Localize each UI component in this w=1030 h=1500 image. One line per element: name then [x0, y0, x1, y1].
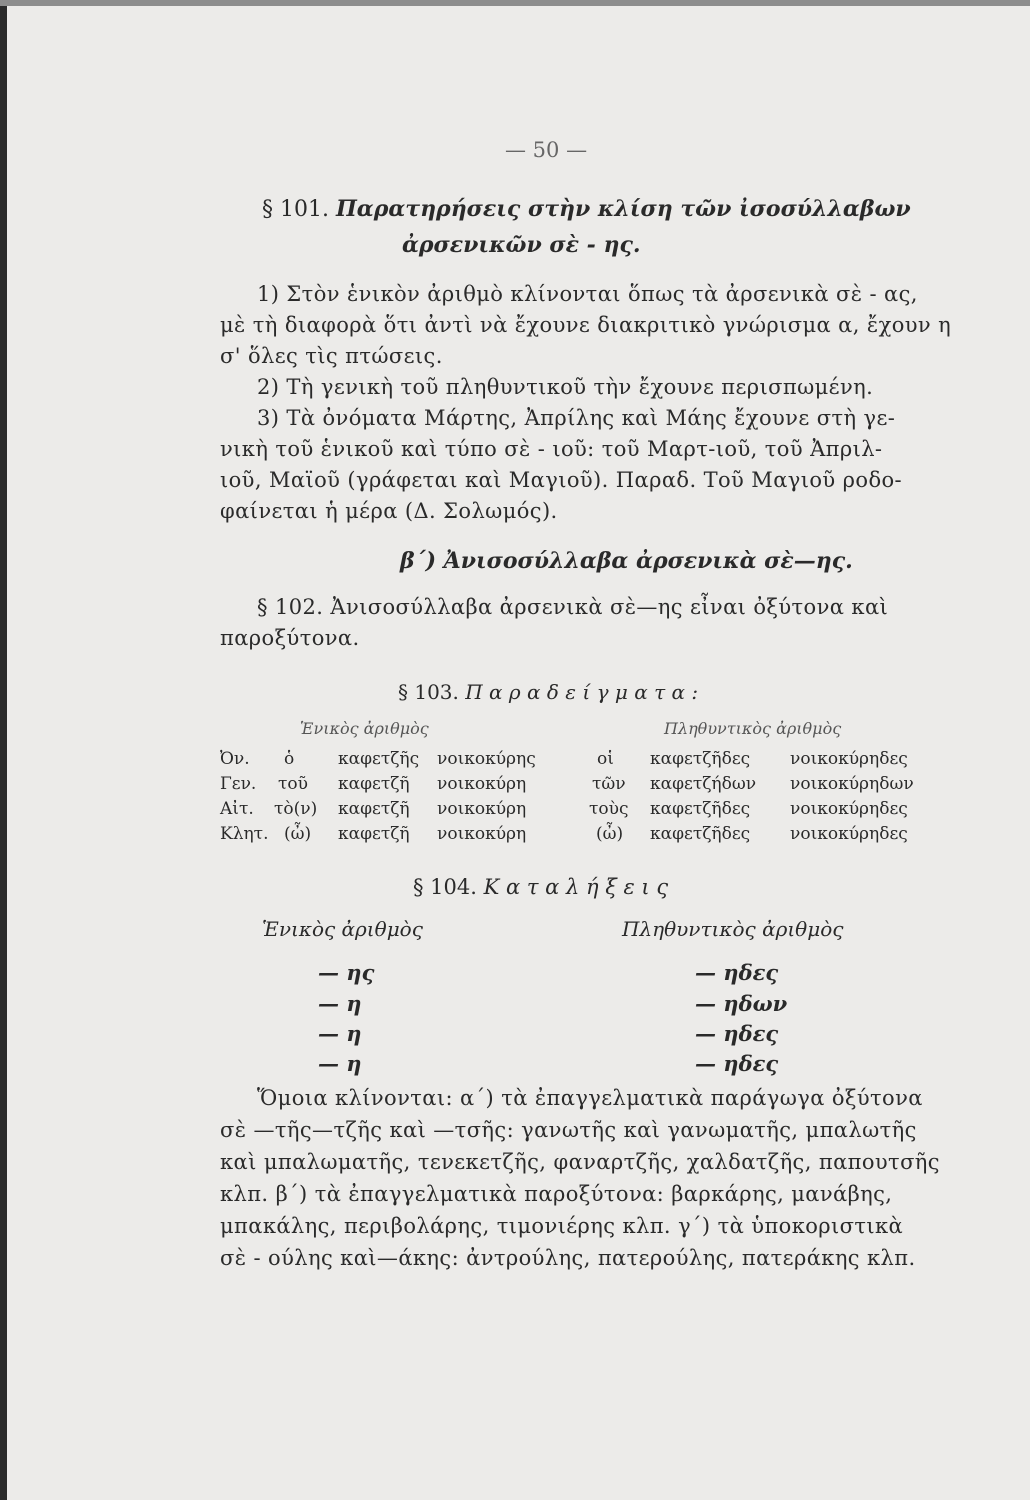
plural-ending: — ηδες [695, 960, 779, 985]
s101-line-2: μὲ τὴ διαφορὰ ὅτι ἀντὶ νὰ ἔχουνε διακριτικὸ γνώρισμα α, ἔχουν η [220, 313, 952, 337]
s101-line-4: 2) Τὴ γενικὴ τοῦ πληθυντικοῦ τὴν ἔχουνε περισπωμένη. [257, 375, 874, 399]
section-104-number: § 104. [413, 875, 477, 899]
s101-line-7: ιοῦ, Μαϊοῦ (γράφεται καὶ Μαγιοῦ). Παραδ. Τοῦ Μαγιοῦ ροδο- [220, 468, 903, 492]
article: ὁ [284, 749, 295, 769]
plural-article: (ὦ) [596, 824, 624, 844]
plural-article: τῶν [592, 774, 626, 794]
plural-article: τοὺς [589, 799, 629, 819]
s102-line-1: § 102. Ἀνισοσύλλαβα ἀρσενικὰ σὲ—ης εἶναι ὀξύτονα καὶ [257, 595, 889, 619]
s102-line-2: παροξύτονα. [220, 626, 360, 650]
s101-line-8: φαίνεται ἡ μέρα (Δ. Σολωμός). [220, 499, 558, 523]
closing-line-2: σὲ —τῆς—τζῆς καὶ —τσῆς: γανωτῆς καὶ γανωματῆς, μπαλωτῆς [220, 1118, 917, 1142]
plural-ending: — ηδες [695, 1051, 779, 1076]
singular-ending: — η [318, 991, 362, 1016]
case-label: Κλητ. [220, 824, 269, 844]
singular-word-1: καφετζῆ [338, 799, 410, 819]
section-101-heading [262, 196, 911, 222]
s101-line-1: 1) Στὸν ἑνικὸν ἀριθμὸ κλίνονται ὅπως τὰ ἀρσενικὰ σὲ - ας, [257, 282, 918, 306]
singular-word-1: καφετζῆς [338, 749, 420, 769]
s101-line-5: 3) Τὰ ὀνόματα Μάρτης, Ἀπρίλης καὶ Μάης ἔχουνε στὴ γε- [257, 406, 896, 430]
singular-word-2: νοικοκύρης [437, 749, 536, 769]
plural-ending: — ηδων [695, 991, 788, 1016]
singular-ending: — η [318, 1021, 362, 1046]
singular-word-2: νοικοκύρη [437, 774, 527, 794]
article: τοῦ [278, 774, 308, 794]
singular-ending: — η [318, 1051, 362, 1076]
section-103-title: Π α ρ α δ ε ί γ μ α τ α : [465, 680, 699, 704]
case-label: Αἰτ. [220, 799, 254, 819]
section-101-title-line1: Παρατηρήσεις στὴν κλίση τῶν ἰσοσύλλαβων [335, 196, 911, 222]
page-number: — 50 — [505, 138, 588, 162]
section-103-number: § 103. [398, 680, 459, 704]
section-101-title-line2: ἀρσενικῶν σὲ - ης. [402, 232, 641, 258]
section-104-title: Κ α τ α λ ή ξ ε ι ς [483, 875, 669, 899]
closing-line-5: μπακάλης, περιβολάρης, τιμονιέρης κλπ. γ΄) τὰ ὑποκοριστικὰ [220, 1214, 904, 1238]
s103-singular-header: Ἑνικὸς ἀριθμὸς [300, 719, 429, 738]
article: τὸ(ν) [274, 799, 318, 819]
plural-word-2: νοικοκύρηδων [790, 774, 914, 794]
singular-word-2: νοικοκύρη [437, 824, 527, 844]
plural-word-1: καφετζήδων [650, 774, 757, 794]
section-104-heading [413, 875, 668, 899]
singular-word-2: νοικοκύρη [437, 799, 527, 819]
case-label: Ὀν. [220, 749, 250, 769]
closing-line-4: κλπ. β΄) τὰ ἐπαγγελματικὰ παροξύτονα: βαρκάρης, μανάβης, [220, 1182, 893, 1206]
plural-word-2: νοικοκύρηδες [790, 799, 908, 819]
plural-word-2: νοικοκύρηδες [790, 749, 908, 769]
section-103-heading [398, 680, 698, 704]
plural-word-1: καφετζῆδες [650, 749, 751, 769]
plural-article: οἱ [597, 749, 614, 769]
article: (ὦ) [284, 824, 312, 844]
s104-plural-header: Πληθυντικὸς ἀριθμὸς [622, 917, 844, 941]
s103-plural-header: Πληθυντικὸς ἀριθμὸς [664, 719, 842, 738]
case-label: Γεν. [220, 774, 257, 794]
s101-line-3: σ' ὅλες τὶς πτώσεις. [220, 344, 443, 368]
plural-ending: — ηδες [695, 1021, 779, 1046]
s101-line-6: νικὴ τοῦ ἑνικοῦ καὶ τύπο σὲ - ιοῦ: τοῦ Μαρτ-ιοῦ, τοῦ Ἀπριλ- [220, 437, 883, 461]
closing-line-3: καὶ μπαλωματῆς, τενεκετζῆς, φαναρτζῆς, χαλδατζῆς, παπουτσῆς [220, 1150, 940, 1174]
singular-word-1: καφετζῆ [338, 774, 410, 794]
closing-line-1: Ὅμοια κλίνονται: α΄) τὰ ἐπαγγελματικὰ παράγωγα ὀξύτονα [257, 1086, 923, 1110]
subtitle-beta: β΄) Ἀνισοσύλλαβα ἀρσενικὰ σὲ—ης. [400, 548, 853, 574]
singular-word-1: καφετζῆ [338, 824, 410, 844]
s104-singular-header: Ἑνικὸς ἀριθμὸς [262, 917, 423, 941]
section-101-number: § 101. [262, 197, 329, 222]
closing-line-6: σὲ - ούλης καὶ—άκης: ἀντρούλης, πατερούλης, πατεράκης κλπ. [220, 1246, 916, 1270]
plural-word-1: καφετζῆδες [650, 824, 751, 844]
singular-ending: — ης [318, 960, 375, 985]
plural-word-2: νοικοκύρηδες [790, 824, 908, 844]
plural-word-1: καφετζῆδες [650, 799, 751, 819]
